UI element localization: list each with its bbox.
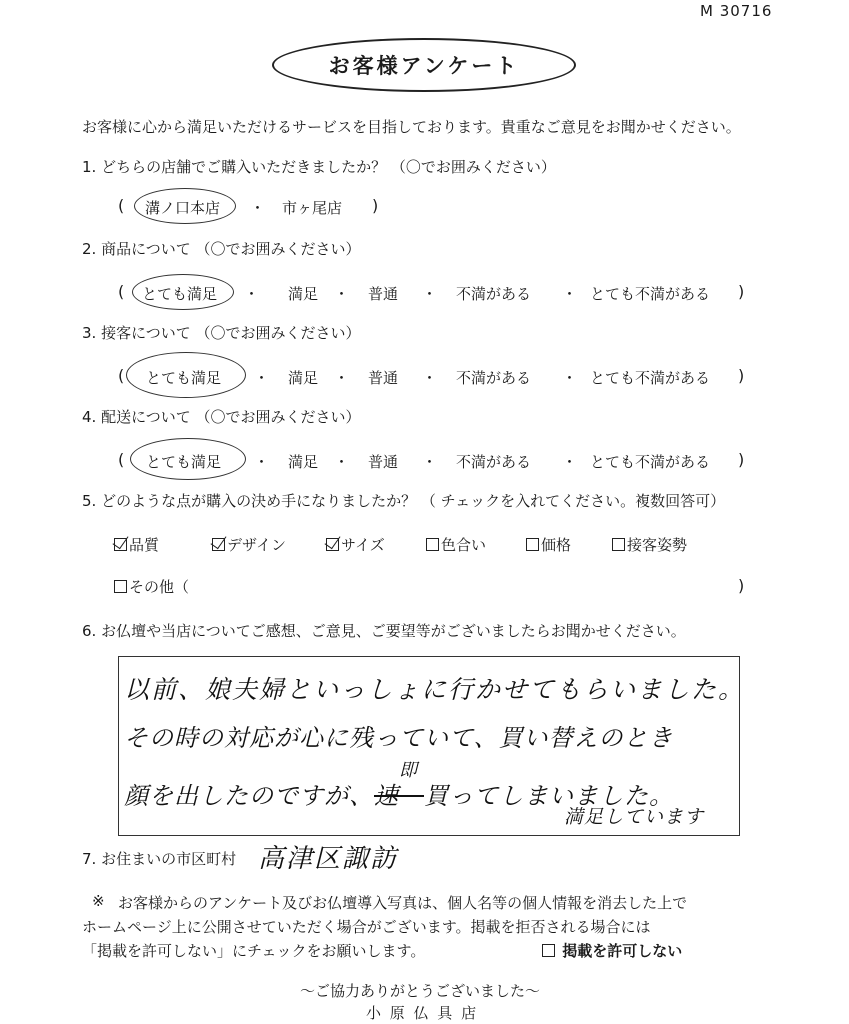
q2-separator-2: ・ (334, 285, 350, 303)
document-id: M 30716 (700, 2, 773, 20)
q2-separator-4: ・ (562, 285, 578, 303)
q2-option-satisfied[interactable]: 満足 (288, 285, 319, 303)
q2-selected-circle (132, 274, 234, 310)
design-checkbox[interactable] (212, 538, 225, 551)
q5-option-quality[interactable] (114, 534, 159, 555)
q3-option-satisfied[interactable]: 満足 (288, 369, 319, 387)
q2-option-very-dissatisfied[interactable]: とても不満がある (590, 285, 711, 303)
q5-option-size[interactable] (326, 534, 385, 555)
q3-question: 3. 接客について （〇でお囲みください） (82, 324, 361, 342)
thanks-text: 〜ご協力ありがとうございました〜 (300, 982, 541, 1000)
check-mark-icon (325, 532, 341, 549)
q3-option-very-dissatisfied[interactable]: とても不満がある (590, 369, 711, 387)
q4-option-very-dissatisfied[interactable]: とても不満がある (590, 453, 711, 471)
survey-title (272, 38, 576, 92)
comment-line-3-part-c: 買ってしまいました。 (424, 782, 674, 810)
refuse-publication-label: 掲載を許可しない (562, 942, 683, 960)
comment-correction: 即 (399, 760, 418, 781)
q3-option-very-satisfied[interactable]: とても満足 (146, 369, 222, 387)
q4-open-paren: ( (118, 450, 125, 469)
q4-option-satisfied[interactable]: 満足 (288, 453, 319, 471)
q4-close-paren: ) (738, 450, 745, 469)
q1-option-ichigao[interactable]: 市ヶ尾店 (282, 199, 343, 217)
q3-option-dissatisfied[interactable]: 不満がある (456, 369, 532, 387)
color-checkbox[interactable] (426, 538, 439, 551)
q5-option-service-label: 接客姿勢 (627, 536, 688, 554)
q3-option-normal[interactable]: 普通 (368, 369, 399, 387)
comment-line-4: 満足しています (564, 806, 705, 828)
q2-close-paren: ) (738, 282, 745, 301)
q5-option-other-label: その他（ (129, 578, 190, 596)
q3-separator-2: ・ (334, 369, 350, 387)
q5-option-color-label: 色合い (441, 536, 487, 554)
q2-separator-1: ・ (244, 285, 260, 303)
q6-question: 6. お仏壇や当店についてご感想、ご意見、ご要望等がございましたらお聞かせください。 (82, 622, 686, 640)
survey-title-text: お客様アンケート (328, 54, 520, 78)
q1-question: 1. どちらの店舗でご購入いただきましたか？ （〇でお囲みください） (82, 158, 556, 176)
q7-answer: 高津区諏訪 (258, 844, 399, 874)
q2-question: 2. 商品について （〇でお囲みください） (82, 240, 361, 258)
q5-option-other[interactable] (114, 576, 189, 597)
q5-option-design-label: デザイン (227, 536, 286, 554)
q2-open-paren: ( (118, 282, 125, 301)
q2-option-normal[interactable]: 普通 (368, 285, 399, 303)
comment-line-3-part-a: 顔を出したのですが、 (124, 782, 374, 810)
quality-checkbox[interactable] (114, 538, 127, 551)
q5-option-size-label: サイズ (341, 536, 385, 554)
q4-selected-circle (130, 438, 246, 480)
intro-text: お客様に心から満足いただけるサービスを目指しております。貴重なご意見をお聞かせください。 (82, 118, 741, 136)
q1-close-paren: ) (372, 196, 379, 215)
q4-separator-2: ・ (334, 453, 350, 471)
q2-separator-3: ・ (422, 285, 438, 303)
q3-close-paren: ) (738, 366, 745, 385)
q4-separator-1: ・ (254, 453, 270, 471)
q4-option-dissatisfied[interactable]: 不満がある (456, 453, 532, 471)
comment-line-2: その時の対応が心に残っていて、買い替えのとき (124, 724, 674, 752)
q5-question: 5. どのような点が購入の決め手になりましたか？ （ チェックを入れてください。複数回答可） (82, 492, 726, 510)
q5-option-price[interactable] (526, 534, 571, 555)
notice-line-1: お客様からのアンケート及びお仏壇導入写真は、個人名等の個人情報を消去した上で (118, 894, 688, 912)
notice-line-2: ホームページ上に公開させていただく場合がございます。掲載を拒否される場合には (82, 918, 651, 936)
check-mark-icon (113, 532, 129, 549)
comment-line-1: 以前、娘夫婦といっしょに行かせてもらいました。 (124, 675, 746, 704)
check-mark-icon (211, 532, 227, 549)
q5-option-color[interactable] (426, 534, 486, 555)
q1-selected-circle (134, 188, 236, 224)
size-checkbox[interactable] (326, 538, 339, 551)
q5-option-design[interactable] (212, 534, 286, 555)
refuse-publication-option[interactable] (542, 940, 682, 961)
notice-line-3: 「掲載を許可しない」にチェックをお願いします。 (82, 942, 426, 960)
q3-separator-1: ・ (254, 369, 270, 387)
comment-strikethrough: 速 (374, 782, 399, 810)
q5-option-price-label: 価格 (541, 536, 572, 554)
q1-separator: ・ (250, 199, 266, 217)
q3-open-paren: ( (118, 366, 125, 385)
refuse-publication-checkbox[interactable] (542, 944, 555, 957)
service-checkbox[interactable] (612, 538, 625, 551)
q1-open-paren: ( (118, 196, 125, 215)
q4-question: 4. 配送について （〇でお囲みください） (82, 408, 361, 426)
q4-separator-3: ・ (422, 453, 438, 471)
q5-option-service[interactable] (612, 534, 687, 555)
shop-name: 小 原 仏 具 店 (366, 1004, 479, 1022)
q5-other-close-paren: ) (738, 576, 745, 595)
q4-option-normal[interactable]: 普通 (368, 453, 399, 471)
q2-option-dissatisfied[interactable]: 不満がある (456, 285, 532, 303)
q7-question: 7. お住まいの市区町村 (82, 850, 237, 868)
q4-separator-4: ・ (562, 453, 578, 471)
q3-separator-4: ・ (562, 369, 578, 387)
q4-option-very-satisfied[interactable]: とても満足 (146, 453, 222, 471)
q3-separator-3: ・ (422, 369, 438, 387)
q5-option-quality-label: 品質 (129, 536, 160, 554)
q2-option-very-satisfied[interactable]: とても満足 (142, 285, 218, 303)
q1-option-mizonokuchi[interactable]: 溝ノ口本店 (145, 199, 221, 217)
notice-mark: ※ (92, 892, 105, 910)
price-checkbox[interactable] (526, 538, 539, 551)
q3-selected-circle (126, 352, 246, 398)
other-checkbox[interactable] (114, 580, 127, 593)
